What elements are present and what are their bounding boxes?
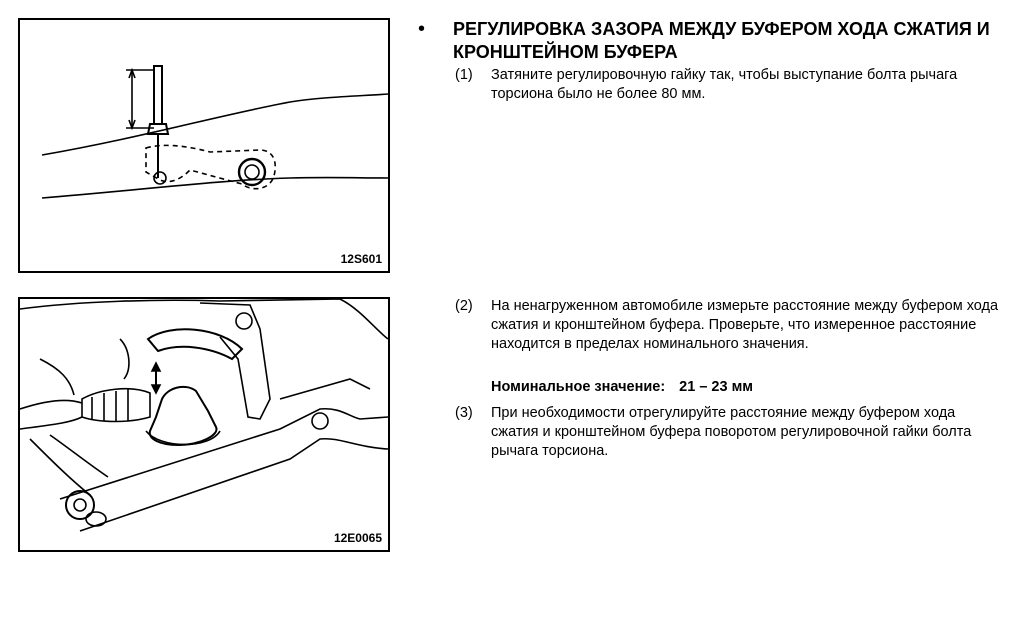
nominal-value-text: 21 – 23 мм xyxy=(679,379,754,395)
bullet-icon: • xyxy=(418,18,426,40)
nominal-label: Номинальное значение: xyxy=(491,379,666,395)
figure-code: 12E0065 xyxy=(333,531,382,545)
section-title: РЕГУЛИРОВКА ЗАЗОРА МЕЖДУ БУФЕРОМ ХОДА СЖАТИЯ И КРОНШТЕЙНОМ БУФЕРА xyxy=(453,19,990,62)
step-1-text: Затяните регулировочную гайку так, чтобы выступание болта рычага торсиона было не более 80 мм. xyxy=(491,67,958,102)
nominal-value xyxy=(491,378,753,397)
step-2-number: (2) xyxy=(455,298,473,314)
figure-code: 12S601 xyxy=(340,252,382,266)
step-2-text: На ненагруженном автомобиле измерьте расстояние между буфером хода сжатия и кронштейном буфера. Проверьте, что измеренное расстояние находится в пределах номинального значения. xyxy=(491,298,999,352)
step-3-text: При необходимости отрегулируйте расстояние между буфером хода сжатия и кронштейном буфера поворотом регулировочной гайки болта рычага торсиона. xyxy=(491,405,972,459)
bump-stopper-illustration xyxy=(20,299,388,550)
figure-torsion-bolt xyxy=(18,18,390,273)
figure-bump-stopper xyxy=(18,297,390,552)
step-1-number: (1) xyxy=(455,67,473,83)
torsion-bolt-illustration xyxy=(20,20,388,271)
step-3-number: (3) xyxy=(455,405,473,421)
